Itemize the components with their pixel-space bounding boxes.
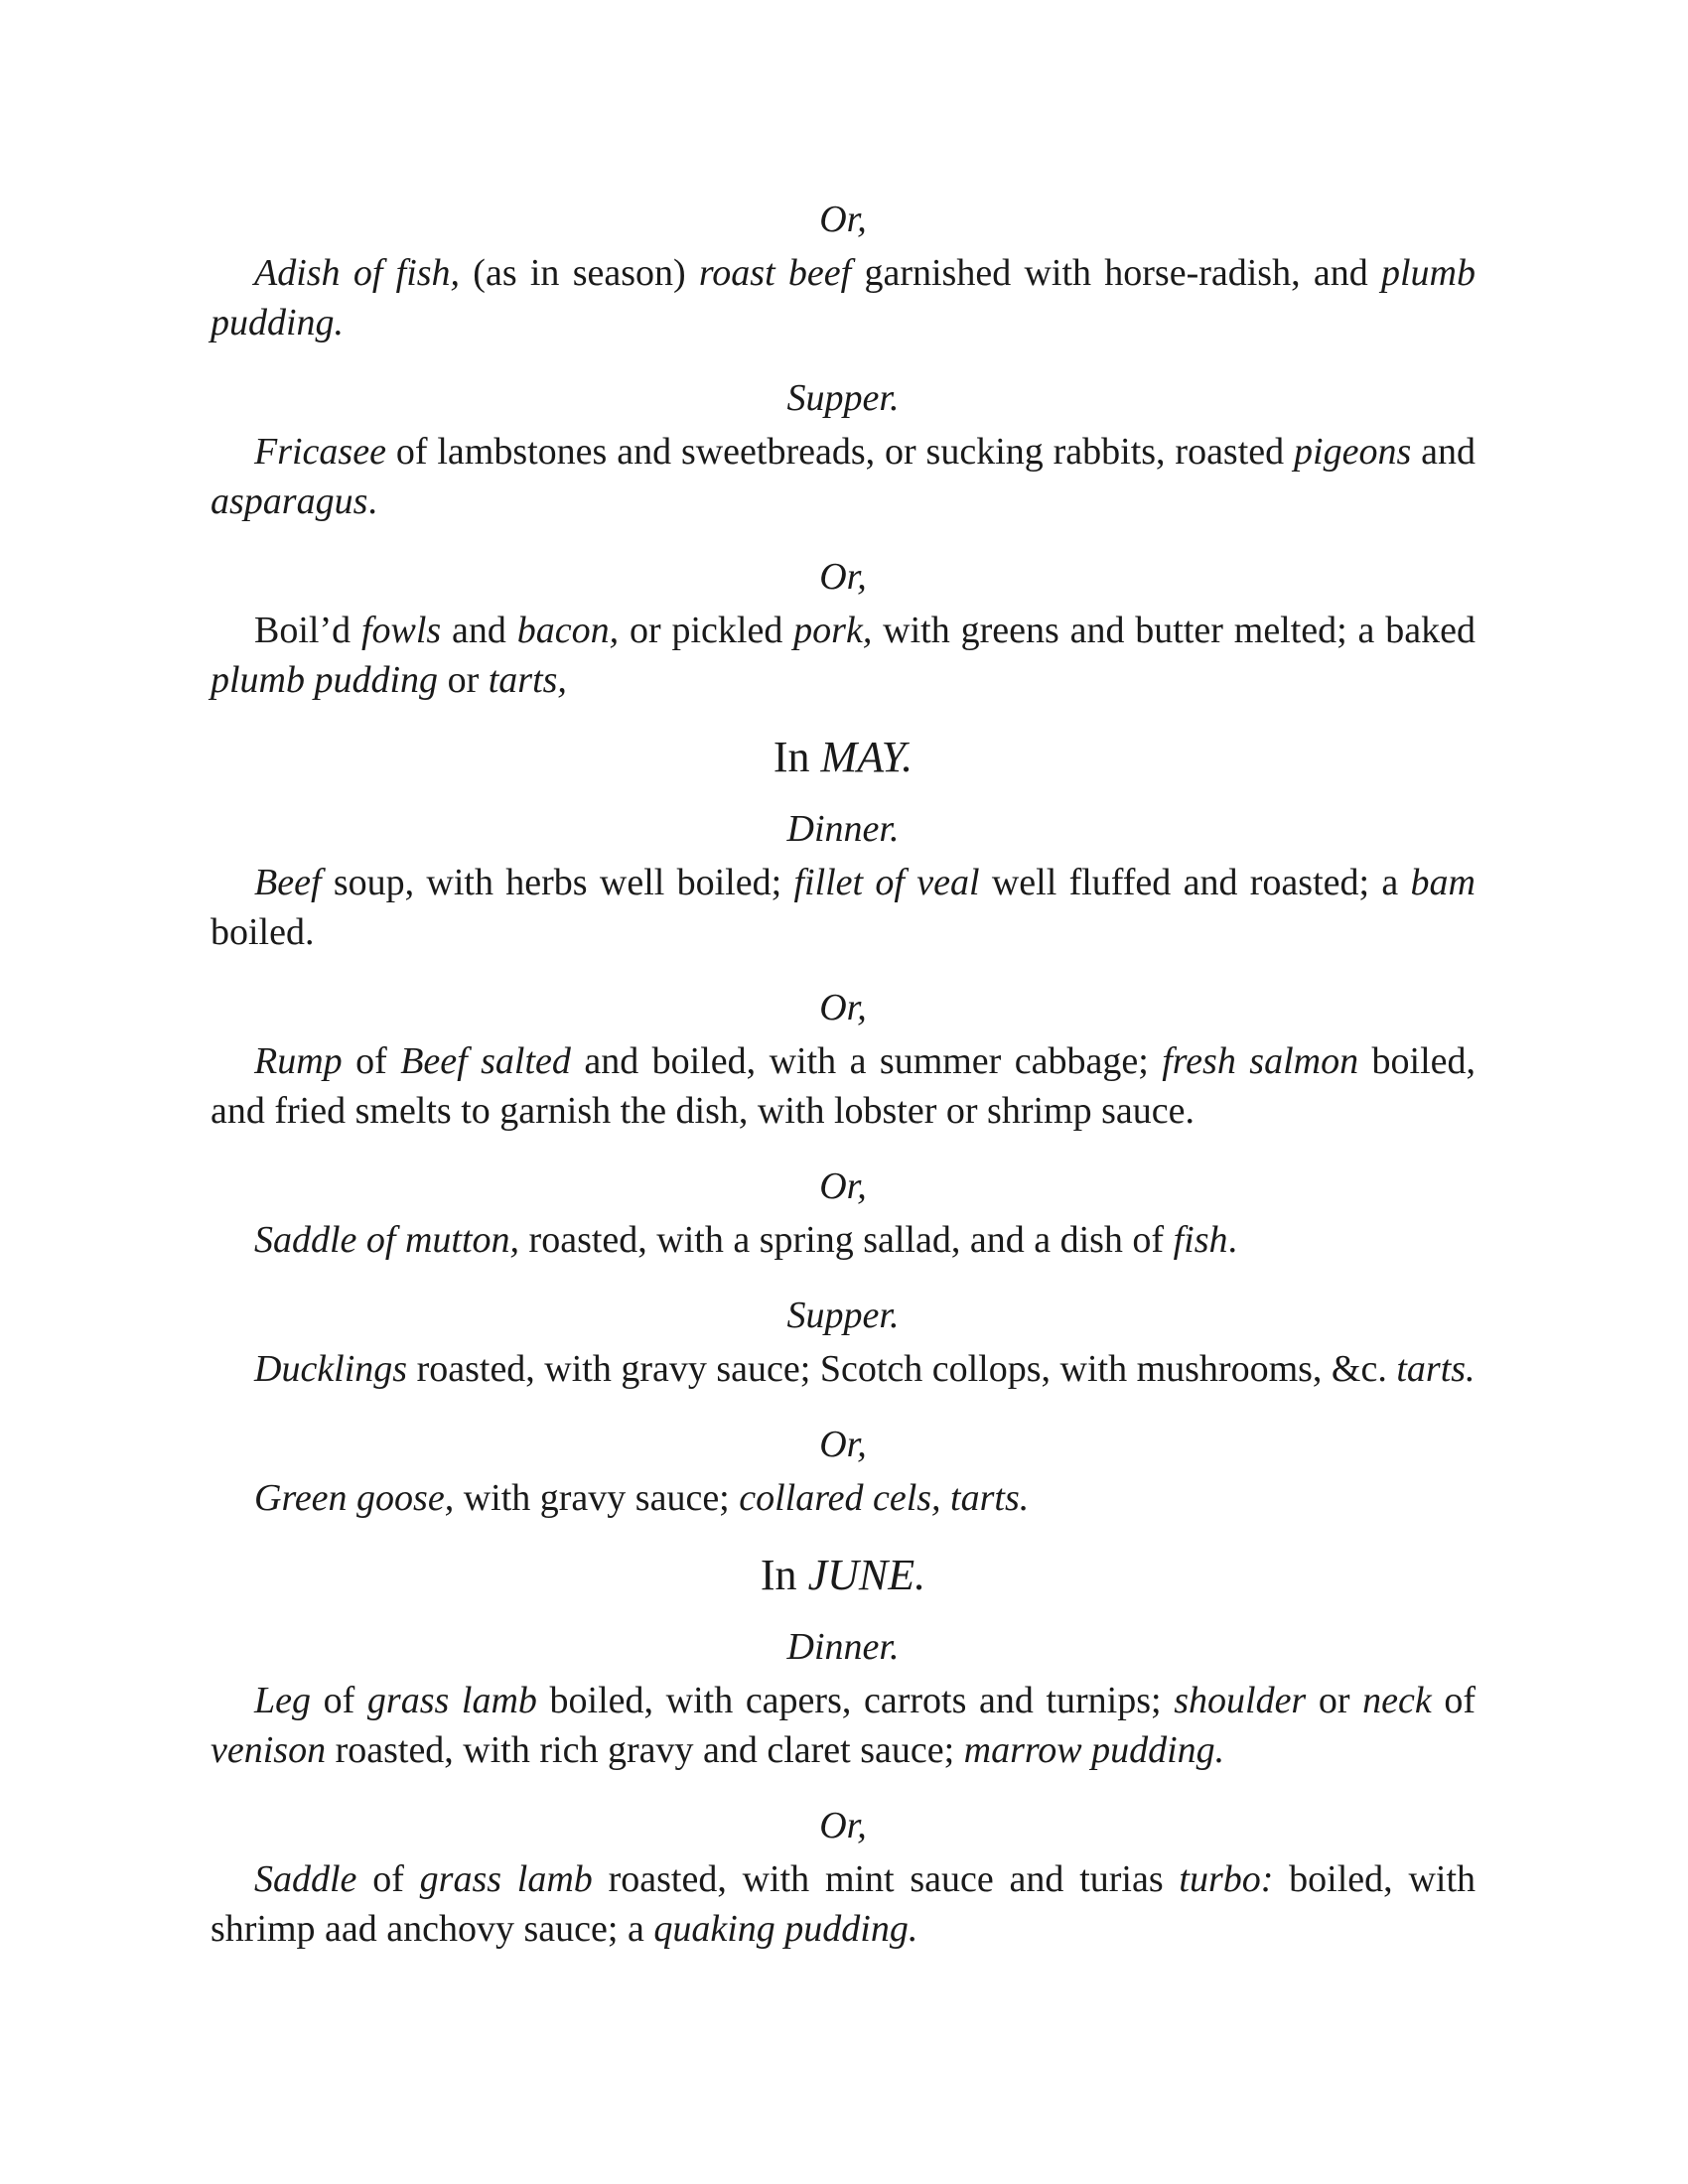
text-run: roasted, with gravy sauce; Scotch collops, with mushrooms, &c.	[407, 1348, 1397, 1390]
italic-text-run: pork,	[793, 610, 873, 651]
text-run: and	[441, 610, 517, 651]
italic-text-run: bam	[1410, 862, 1476, 903]
section-subheading: Dinner.	[786, 1626, 900, 1668]
month-heading	[211, 731, 1476, 784]
section-subheading: Dinner.	[786, 808, 900, 850]
italic-text-run: tarts,	[488, 659, 567, 701]
text-run: (as in season)	[460, 252, 699, 294]
italic-text-run: tarts.	[1396, 1348, 1476, 1390]
text-run: with greens and butter melted; a baked	[872, 610, 1476, 651]
text-run: with gravy sauce;	[454, 1477, 740, 1519]
section-subheading: Supper.	[786, 377, 900, 419]
text-run: and boiled, with a summer cabbage;	[570, 1040, 1163, 1082]
section-subheading: Supper.	[786, 1295, 900, 1336]
menu-paragraph	[211, 1854, 1476, 1954]
section-subheading: Or,	[819, 199, 867, 240]
menu-paragraph	[211, 1036, 1476, 1136]
text-run: boiled, with capers, carrots and turnips;	[536, 1680, 1175, 1721]
text-run: or	[1306, 1680, 1363, 1721]
text-run: of	[1431, 1680, 1477, 1721]
text-run: soup, with herbs well boiled;	[321, 862, 794, 903]
italic-text-run: Beef	[254, 862, 322, 903]
italic-text-run: Fricasee	[254, 431, 386, 473]
text-run: .	[1227, 1219, 1237, 1261]
italic-text-run: Saddle	[254, 1858, 357, 1900]
text-run: of	[311, 1680, 367, 1721]
text-run: In	[773, 733, 821, 781]
section-subheading: Or,	[819, 556, 867, 598]
italic-text-run: marrow pudding.	[963, 1729, 1225, 1771]
menu-paragraph	[211, 858, 1476, 957]
italic-text-run: Beef salted	[400, 1040, 571, 1082]
italic-text-run: Leg	[254, 1680, 311, 1721]
italic-text-run: shoulder	[1174, 1680, 1307, 1721]
italic-text-run: plumb pudding.	[211, 252, 1476, 343]
menu-paragraph	[211, 1473, 1476, 1523]
text-run: or pickled	[619, 610, 794, 651]
italic-text-run: JUNE.	[807, 1551, 926, 1599]
italic-text-run: Saddle of mutton,	[254, 1219, 520, 1261]
menu-paragraph	[211, 1676, 1476, 1775]
section-subheading: Or,	[819, 1165, 867, 1207]
menu-paragraph	[211, 427, 1476, 526]
italic-text-run: Ducklings	[254, 1348, 408, 1390]
italic-text-run: Adish of fish,	[254, 252, 461, 294]
italic-text-run: neck	[1362, 1680, 1432, 1721]
text-run: roasted, with mint sauce and turias	[592, 1858, 1180, 1900]
italic-text-run: bacon,	[516, 610, 620, 651]
text-run: of	[356, 1858, 420, 1900]
italic-text-run: pigeons	[1294, 431, 1412, 473]
italic-text-run: collared cels, tarts.	[739, 1477, 1030, 1519]
text-run: or	[438, 659, 489, 701]
text-run: roasted, with a spring sallad, and a dish of	[519, 1219, 1174, 1261]
text-run: roasted, with rich gravy and claret sauce;	[326, 1729, 964, 1771]
italic-text-run: fish	[1173, 1219, 1228, 1261]
text-run: .	[367, 480, 377, 522]
text-run: garnished with horse-radish, and	[851, 252, 1381, 294]
text-run: of	[342, 1040, 401, 1082]
month-heading	[211, 1549, 1476, 1602]
italic-text-run: grass lamb	[366, 1680, 537, 1721]
italic-text-run: Rump	[254, 1040, 343, 1082]
section-subheading: Or,	[819, 987, 867, 1028]
text-run: Boil’d	[254, 610, 361, 651]
section-subheading: Or,	[819, 1805, 867, 1846]
italic-text-run: venison	[211, 1729, 327, 1771]
text-run: and	[1411, 431, 1476, 473]
section-subheading: Or,	[819, 1424, 867, 1465]
book-page	[211, 195, 1476, 1979]
italic-text-run: Green goose,	[254, 1477, 455, 1519]
italic-text-run: quaking pudding.	[653, 1908, 918, 1950]
menu-paragraph	[211, 248, 1476, 347]
italic-text-run: fresh salmon	[1162, 1040, 1359, 1082]
italic-text-run: fillet of veal	[793, 862, 980, 903]
italic-text-run: turbo:	[1179, 1858, 1274, 1900]
text-run: of lambstones and sweetbreads, or sucking rabbits, roasted	[385, 431, 1295, 473]
menu-paragraph	[211, 1344, 1476, 1394]
text-run: boiled, with shrimp aad anchovy sauce; a	[211, 1858, 1477, 1950]
text-run: In	[760, 1551, 808, 1599]
italic-text-run: roast beef	[698, 252, 852, 294]
text-run: boiled.	[211, 911, 315, 953]
italic-text-run: grass lamb	[419, 1858, 593, 1900]
menu-paragraph	[211, 606, 1476, 705]
italic-text-run: fowls	[360, 610, 442, 651]
menu-paragraph	[211, 1215, 1476, 1265]
text-run: well fluffed and roasted; a	[979, 862, 1411, 903]
italic-text-run: plumb pudding	[211, 659, 439, 701]
text-run: boiled, and fried smelts to garnish the dish, with lobster or shrimp sauce.	[211, 1040, 1477, 1132]
italic-text-run: asparagus	[211, 480, 368, 522]
italic-text-run: MAY.	[820, 733, 914, 781]
